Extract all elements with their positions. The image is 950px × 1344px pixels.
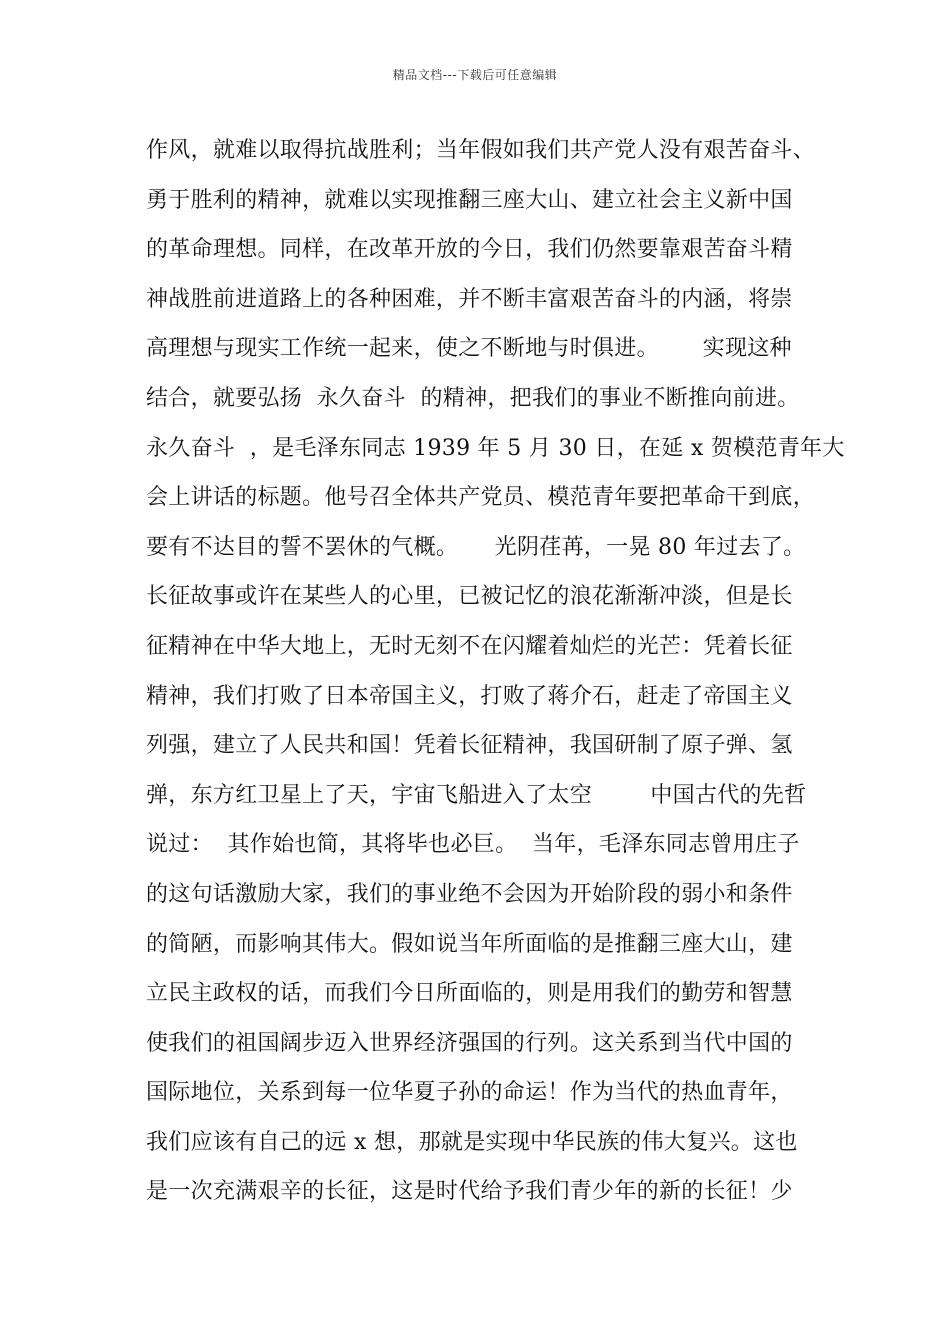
text-line: 弹，东方红卫星上了天，宇宙飞船进入了太空 中国古代的先哲 [146,782,807,808]
text-line: 要有不达目的誓不罢休的气概。 光阴荏苒，一晃 80 年过去了。 [146,534,806,560]
text-line: 使我们的祖国阔步迈入世界经济强国的行列。这关系到当代中国的 [146,1030,793,1056]
text-line: 会上讲话的标题。他号召全体共产党员、模范青年要把革命干到底， [146,485,816,511]
text-line: 是一次充满艰辛的长征，这是时代给予我们青少年的新的长征！少 [146,1179,793,1205]
text-line: 征精神在中华大地上，无时无刻不在闪耀着灿烂的光芒：凭着长征 [146,633,793,659]
text-line: 精神，我们打败了日本帝国主义，打败了蒋介石，赶走了帝国主义 [146,683,793,709]
text-line: 长征故事或许在某些人的心里，已被记忆的浪花渐渐冲淡，但是长 [146,584,793,610]
text-line: 作风，就难以取得抗战胜利；当年假如我们共产党人没有艰苦奋斗、 [146,138,816,163]
text-line: 神战胜前进道路上的各种困难，并不断丰富艰苦奋斗的内涵，将崇 [146,286,793,312]
page-header: 精品文档---下载后可任意编辑 [392,68,558,82]
body-text [146,126,845,1217]
text-line: 国际地位，关系到每一位华夏子孙的命运！作为当代的热血青年， [146,1080,793,1106]
text-line: 的这句话激励大家，我们的事业绝不会因为开始阶段的弱小和条件 [146,881,793,907]
text-line: 我们应该有自己的远 x 想，那就是实现中华民族的伟大复兴。这也 [146,1129,798,1155]
text-line: 说过： 其作始也简，其将毕也必巨。 当年，毛泽东同志曾用庄子 [146,832,800,858]
text-line: 立民主政权的话，而我们今日所面临的，则是用我们的勤劳和智慧 [146,981,793,1007]
text-line: 的革命理想。同样，在改革开放的今日，我们仍然要靠艰苦奋斗精 [146,237,793,263]
text-line: 结合，就要弘扬 永久奋斗 的精神，把我们的事业不断推向前进。 [146,385,800,411]
text-line: 的简陋，而影响其伟大。假如说当年所面临的是推翻三座大山，建 [146,931,793,957]
text-line: 列强，建立了人民共和国！凭着长征精神，我国研制了原子弹、氢 [146,733,793,759]
text-line: 高理想与现实工作统一起来，使之不断地与时俱进。 实现这种 [146,336,792,362]
text-line: 勇于胜利的精神，就难以实现推翻三座大山、建立社会主义新中国 [146,187,793,213]
text-line: 永久奋斗 ，是毛泽东同志 1939 年 5 月 30 日，在延 x 贺模范青年大 [146,435,845,461]
